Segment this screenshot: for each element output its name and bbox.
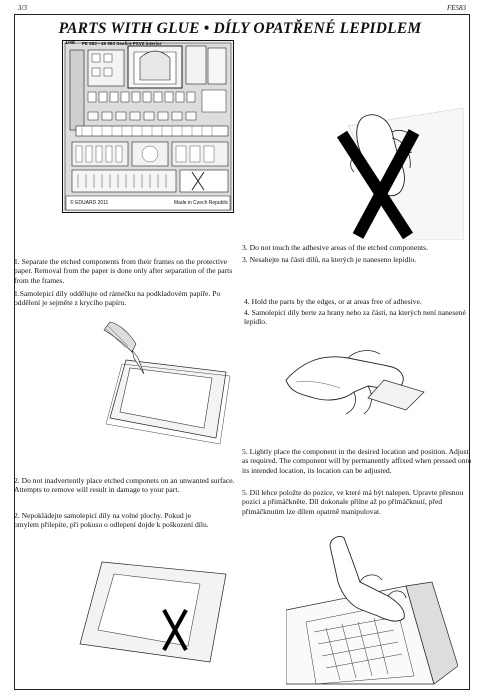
step-5-czech: 5. Díl lehce položte do pozice, ve které má být nalepen. Upravte přesnou pozici a přimáčkněte. Díl dokonale přilne až po přimáčknutí, před přimáčknutím lze dílem opatrně manipulovat. bbox=[242, 488, 464, 516]
step-3-english: 3. Do not touch the adhesive areas of the etched components. bbox=[242, 243, 428, 252]
step-4-czech: 4. Samolepicí díly berte za hrany nebo za části, na kterých není nanesené lepidlo. bbox=[244, 308, 466, 327]
step-5-english: 5. Lightly place the component in the desired location and position. Adjust as required. The component will by permanently affixed when pressed onto its intended location, its location can be adjusted. bbox=[242, 447, 472, 475]
fret-copyright: © EDUARD 2011 bbox=[70, 200, 109, 206]
fret-scale: 1/48 bbox=[65, 40, 75, 46]
etched-fret bbox=[62, 40, 234, 213]
cutting-illustration bbox=[96, 320, 236, 450]
fret-code: FE 583 • 49 583 Seafire FXVII interior bbox=[82, 41, 162, 46]
step-4-english: 4. Hold the parts by the edges, or at areas free of adhesive. bbox=[244, 297, 422, 306]
hold-by-edges-illustration bbox=[284, 340, 452, 432]
step-3-czech: 3. Nesahejte na části dílů, na kterých je naneseno lepidlo. bbox=[242, 255, 417, 264]
wrong-surface-illustration bbox=[76, 548, 228, 666]
fret-drawing bbox=[62, 40, 234, 213]
step-2-english: 2. Do not inadvertently place etched componets on an unwanted surface. Attempts to remove will result in damage to your part. bbox=[14, 476, 235, 495]
step-2-czech: 2. Nepokládejte samolepicí díly na volné plochy. Pokud je omylem přilepíte, při pokusu o odlepení dojde k poškození dílu. bbox=[14, 511, 209, 530]
fret-made-in: Made in Czech Republic bbox=[174, 200, 229, 206]
product-code: FE583 bbox=[446, 4, 466, 12]
pressing-illustration bbox=[286, 536, 458, 686]
page-number: 3/3 bbox=[18, 4, 27, 12]
step-1-czech: 1.Samolepicí díly oddělujte od rámečku na podkladovém papíře. Po oddělení je sejměte z krycího papíru. bbox=[14, 289, 221, 308]
step-1-english: 1. Separate the etched components from their frames on the protective paper. Removal from the paper is done only after separation of the parts from the frames. bbox=[14, 257, 233, 285]
page-title: PARTS WITH GLUE • DÍLY OPATŘENÉ LEPIDLEM bbox=[58, 20, 422, 37]
do-not-touch-illustration bbox=[296, 108, 464, 240]
